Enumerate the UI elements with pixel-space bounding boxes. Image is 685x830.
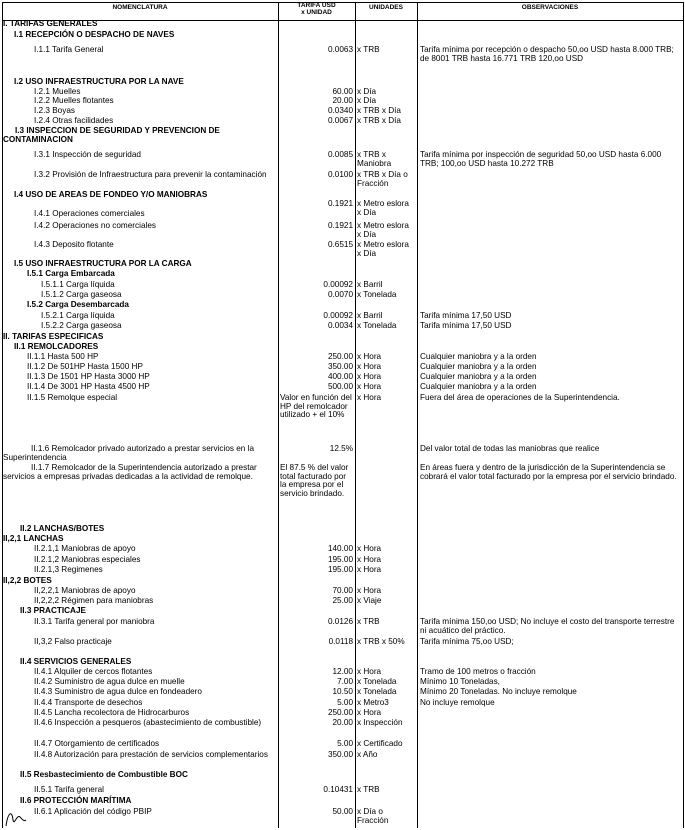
section-heading: II,2,2 BOTES [3,576,52,585]
row-nomenclature: I.5.2.1 Carga líquida [41,311,115,320]
section-heading: II.2 LANCHAS/BOTES [20,524,105,533]
row-rate: 0.0100 [327,170,353,179]
row-unit: x Tonelada [357,677,397,686]
row-rate: 195.00 [327,565,353,574]
row-nomenclature: II.1.2 De 501HP Hasta 1500 HP [27,362,143,371]
row-nomenclature: I.4.3 Deposito flotante [34,240,114,249]
row-rate: 5.00 [337,698,353,707]
row-nomenclature: II.4.2 Suministro de agua dulce en muelle [34,677,185,686]
row-nomenclature: II.4.3 Suministro de agua dulce en fondeadero [34,687,202,696]
row-nomenclature: I.5.1.2 Carga gaseosa [41,290,122,299]
row-observation: Tarifa mínima por recepción o despacho 50,oo USD hasta 8.000 TRB; de 8001 TRB hasta 16.771 TRB 120,oo USD [420,45,674,63]
row-nomenclature: II.4.8 Autorización para prestación de servicios complementarios [34,750,268,759]
row-nomenclature: I.2.2 Muelles flotantes [34,96,114,105]
section-heading: I. TARIFAS GENERALES [3,19,98,28]
row-rate: 400.00 [327,372,353,381]
row-observation: Del valor total de todas las maniobras que realice [420,444,600,453]
row-nomenclature: II.1.7 Remolcador de la Superintendencia autorizado a prestar servicios a empresas privadas dedicadas a la actividad de remolque. [3,463,257,481]
row-rate: 195.00 [327,555,353,564]
row-nomenclature: II.3.1 Tarifa general por maniobra [34,617,155,626]
row-observation: Fuera del área de operaciones de la Superintendencia. [420,393,620,402]
row-observation: Mínimo 10 Toneladas, [420,677,500,686]
row-rate: 0.00092 [323,311,353,320]
row-rate: 20.00 [332,718,353,727]
row-unit: x Metro eslora x Día [357,240,409,258]
row-rate: 0.0118 [328,637,353,646]
row-nomenclature: II.6.1 Aplicación del código PBIP [34,807,152,816]
row-unit: x Metro eslora x Día [357,221,409,239]
row-rate: 0.0126 [327,617,353,626]
row-rate: 25.00 [332,596,353,605]
row-nomenclature: II.1.5 Remolque especial [27,393,118,402]
row-rate: 250.00 [327,352,353,361]
section-heading: II.1 REMOLCADORES [14,342,99,351]
row-unit: x Certificado [357,739,403,748]
row-nomenclature: II.2.1,1 Maniobras de apoyo [34,544,136,553]
row-rate: 0.0034 [327,321,353,330]
row-unit: x Metro3 [357,698,389,707]
column-divider [417,2,418,828]
row-nomenclature: I.2.1 Muelles [34,87,81,96]
section-heading: II,2,1 LANCHAS [3,534,64,543]
row-nomenclature: II,2,2,2 Régimen para maniobras [34,596,154,605]
header-tarifa [278,2,355,16]
row-nomenclature: II.1.6 Remolcador privado autorizado a prestar servicios en la Superintendencia [3,444,254,462]
handwritten-signature-icon [4,808,28,828]
row-unit: x Barril [357,311,383,320]
row-nomenclature: II.4.1 Alquiler de cercos flotantes [34,667,153,676]
row-unit: x Hora [357,555,382,564]
row-unit: x Metro eslora x Día [357,199,409,217]
row-unit: x Hora [357,382,382,391]
row-nomenclature: I.3.2 Provisión de Infraestructura para prevenir la contaminación [34,170,267,179]
row-rate: 7.00 [337,677,353,686]
section-heading: II.4 SERVICIOS GENERALES [20,657,132,666]
row-nomenclature: II.4.7 Otorgamiento de certificados [34,739,160,748]
row-observation: Cualquier maniobra y a la orden [420,352,537,361]
row-nomenclature: I.4.2 Operaciones no comerciales [34,221,156,230]
row-observation: Tramo de 100 metros o fracción [420,667,536,676]
row-rate: 140.00 [327,544,353,553]
section-heading: II. TARIFAS ESPECIFICAS [3,332,104,341]
row-unit: x Hora [357,565,382,574]
row-nomenclature: II.4.4 Transporte de desechos [34,698,143,707]
row-observation: Tarifa mínima por inspección de seguridad 50,oo USD hasta 6.000 TRB; 100,oo USD hasta 10.272 TRB [420,150,662,168]
row-nomenclature: II,2,2,1 Maniobras de apoyo [34,586,136,595]
row-rate: 20.00 [332,96,353,105]
row-unit: x Año [357,750,378,759]
row-unit: x TRB [357,45,380,54]
row-nomenclature: II.4.6 Inspección a pesqueros (abastecimiento de combustible) [34,718,262,727]
row-nomenclature: I.4.1 Operaciones comerciales [34,209,145,218]
row-nomenclature: II.2.1,3 Regimenes [34,565,103,574]
row-observation: Tarifa mínima 17,50 USD [420,321,512,330]
row-unit: x Hora [357,586,382,595]
row-unit: x Viaje [357,596,382,605]
row-observation: En áreas fuera y dentro de la jurisdicción de la Superintendencia se cobrará el valor total facturado por la empresa por el servicio brindado. [420,463,677,481]
row-observation: Tarifa mínima 75,oo USD; [420,637,514,646]
section-heading: I.2 USO INFRAESTRUCTURA POR LA NAVE [14,77,184,86]
row-rate: 0.0085 [327,150,353,159]
row-unit: x Hora [357,352,382,361]
row-rate: 350.00 [327,362,353,371]
section-heading: I.4 USO DE AREAS DE FONDEO Y/O MANIOBRAS [14,190,208,199]
row-unit: x TRB [357,617,380,626]
row-unit: x TRB x Día [357,116,401,125]
column-divider [355,2,356,828]
row-rate: 0.1921 [327,199,353,208]
row-nomenclature: II.5.1 Tarifa general [34,785,104,794]
section-heading: I.5.2 Carga Desembarcada [27,300,129,309]
row-nomenclature: II,3,2 Falso practicaje [34,637,112,646]
row-nomenclature: II.2.1,2 Maniobras especiales [34,555,141,564]
section-heading: I.3 INSPECCION DE SEGURIDAD Y PREVENCION DE CONTAMINACION [3,126,220,144]
row-observation: Tarifa mínima 17,50 USD [420,311,512,320]
row-nomenclature: I.3.1 Inspección de seguridad [34,150,141,159]
row-nomenclature: I.1.1 Tarifa General [34,45,104,54]
row-unit: x TRB x Día o Fracción [357,170,408,188]
row-unit: x Tonelada [357,321,397,330]
row-unit: x Día [357,96,377,105]
row-rate: 5.00 [337,739,353,748]
row-unit: x Hora [357,372,382,381]
row-unit: x Tonelada [357,687,397,696]
section-heading: I.5.1 Carga Embarcada [27,269,115,278]
row-nomenclature: I.5.2.2 Carga gaseosa [41,321,122,330]
header-tarifa-line2: x UNIDAD [301,9,332,16]
row-observation: Tarifa mínima 150,oo USD; No incluye el costo del transporte terrestre ni acuático del práctico. [420,617,675,635]
row-nomenclature: I.5.1.1 Carga líquida [41,280,115,289]
header-nomenclatura: NOMENCLATURA [112,4,168,11]
row-rate: 500.00 [327,382,353,391]
row-rate: 60.00 [332,87,353,96]
row-unit: x Barril [357,280,383,289]
table-border-left [2,2,3,828]
row-nomenclature: I.2.3 Boyas [34,106,75,115]
row-unit: x Día [357,87,377,96]
row-nomenclature: I.2.4 Otras facilidades [34,116,114,125]
row-nomenclature: II.1.3 De 1501 HP Hasta 3000 HP [27,372,150,381]
row-unit: x Hora [357,708,382,717]
row-unit: x Hora [357,393,382,402]
row-observation: Mínimo 20 Toneladas. No incluye remolque [420,687,577,696]
row-rate: 250.00 [327,708,353,717]
row-unit: x Hora [357,667,382,676]
column-divider [278,2,279,828]
row-unit: x Día o Fracción [357,807,389,825]
row-rate: El 87.5 % del valor total facturado por la empresa por el servicio brindado. [280,463,349,498]
row-unit: x TRB x 50% [357,637,405,646]
section-heading: I.1 RECEPCIÓN O DESPACHO DE NAVES [14,30,175,39]
row-observation: No incluye remolque [420,698,495,707]
row-unit: x Hora [357,362,382,371]
row-unit: x Inspección [357,718,403,727]
section-heading: I.5 USO INFRAESTRUCTURA POR LA CARGA [14,259,192,268]
row-rate: 50.00 [332,807,353,816]
row-rate: 0.1921 [327,221,353,230]
section-heading: II.5 Resbastecimiento de Combustible BOC [20,770,188,779]
row-nomenclature: II.4.5 Lancha recolectora de Hidrocarburos [34,708,190,717]
header-observaciones: OBSERVACIONES [521,4,579,11]
row-rate: 350.00 [327,750,353,759]
section-heading: II.3 PRACTICAJE [20,606,86,615]
row-rate: 0.00092 [323,280,353,289]
row-observation: Cualquier maniobra y a la orden [420,382,537,391]
row-rate: 0.10431 [323,785,353,794]
row-rate: 0.0067 [327,116,353,125]
header-unidades: UNIDADES [369,4,403,11]
row-unit: x TRB x Maniobra [357,150,392,168]
section-heading: II.6 PROTECCIÓN MARÍTIMA [20,796,132,805]
row-rate: 10.50 [332,687,353,696]
row-rate: 70.00 [332,586,353,595]
row-rate: 0.0063 [327,45,353,54]
row-nomenclature: II.1.4 De 3001 HP Hasta 4500 HP [27,382,150,391]
row-unit: x Hora [357,544,382,553]
row-rate: 0.0070 [327,290,353,299]
row-nomenclature: II.1.1 Hasta 500 HP [27,352,99,361]
row-observation: Cualquier maniobra y a la orden [420,362,537,371]
row-observation: Cualquier maniobra y a la orden [420,372,537,381]
table-border-right [683,2,684,828]
row-unit: x TRB x Día [357,106,401,115]
row-rate: 0.6515 [327,240,353,249]
row-rate: Valor en función del HP del remolcador utilizado + el 10% [280,393,352,420]
row-rate: 12.00 [332,667,353,676]
row-rate: 12.5% [329,444,353,453]
header-tarifa-line1: TARIFA USD [297,2,336,9]
row-unit: x TRB [357,785,380,794]
row-unit: x Tonelada [357,290,397,299]
row-rate: 0.0340 [327,106,353,115]
